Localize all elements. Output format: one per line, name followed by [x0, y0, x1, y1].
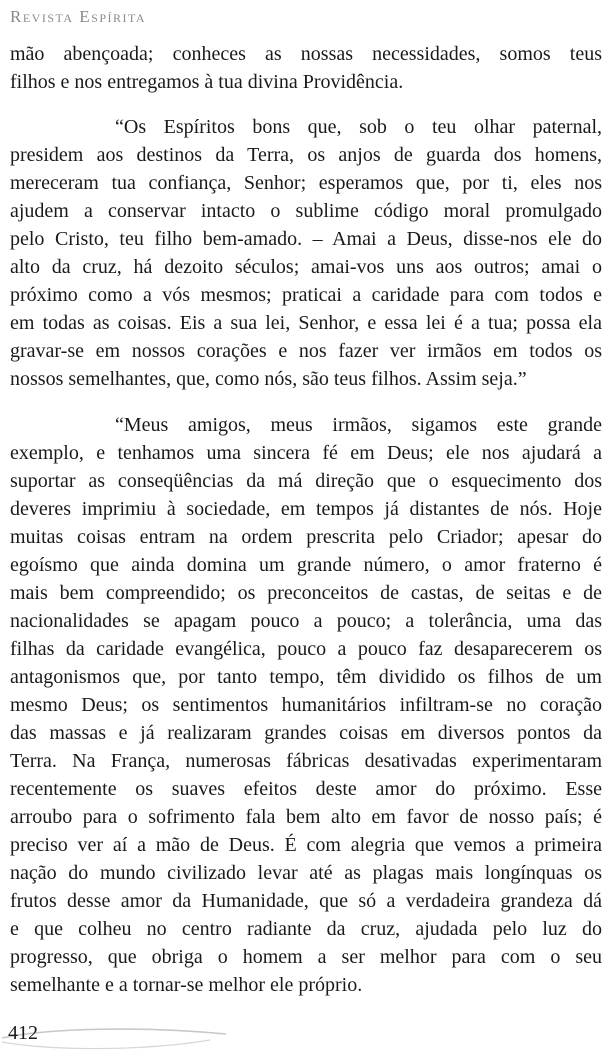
text-line: e que colheu no centro radiante da cruz, ajudada pelo luz do [10, 918, 602, 940]
running-head: Revista Espírita [10, 7, 147, 26]
text-line: egoísmo que ainda domina um grande número, o amor fraterno é [10, 554, 602, 576]
text-line: em todas as coisas. Eis a sua lei, Senhor, e essa lei é a tua; possa ela [10, 312, 602, 334]
text-line: “Os Espíritos bons que, sob o teu olhar paternal, [115, 116, 602, 138]
text-line: nacionalidades se apagam pouco a pouco; a tolerância, uma das [10, 610, 602, 632]
paragraph-2 [10, 113, 602, 393]
text-line: filhos e nos entregamos à tua divina Providência. [10, 71, 404, 93]
text-line: mesmo Deus; os sentimentos humanitários infiltram-se no coração [10, 694, 602, 716]
text-line: filhas da caridade evangélica, pouco a pouco faz desaparecerem os [10, 638, 602, 660]
text-line: nação do mundo civilizado levar até as plagas mais longínquas os [10, 862, 602, 884]
text-line: deveres imprimiu à sociedade, em tempos já distantes de nós. Hoje [10, 498, 602, 520]
text-line: Terra. Na França, numerosas fábricas desativadas experimentaram [10, 750, 602, 772]
text-line: mereceram tua confiança, Senhor; esperamos que, por ti, eles nos [10, 172, 602, 194]
paragraph-3 [10, 411, 602, 999]
text-line: recentemente os suaves efeitos deste amor do próximo. Esse [10, 778, 602, 800]
text-line: próximo como a vós mesmos; praticai a caridade para com todos e [10, 284, 602, 306]
text-line: pelo Cristo, teu filho bem-amado. – Amai a Deus, disse-nos ele do [10, 228, 602, 250]
text-line: presidem aos destinos da Terra, os anjos de guarda dos homens, [10, 144, 602, 166]
text-line: exemplo, e tenhamos uma sincera fé em Deus; ele nos ajudará a [10, 442, 602, 464]
text-line: nossos semelhantes, que, como nós, são teus filhos. Assim seja.” [10, 368, 527, 390]
text-line: alto da cruz, há dezoito séculos; amai-vos uns aos outros; amai o [10, 256, 602, 278]
text-line: suportar as conseqüências da má direção que o esquecimento dos [10, 470, 602, 492]
text-line: frutos desse amor da Humanidade, que só a verdadeira grandeza dá [10, 890, 602, 912]
text-line: antagonismos que, por tanto tempo, têm dividido os filhos de um [10, 666, 602, 688]
text-line: “Meus amigos, meus irmãos, sigamos este grande [115, 414, 602, 436]
text-line: progresso, que obriga o homem a ser melhor para com o seu [10, 946, 602, 968]
paragraph-1 [10, 40, 602, 96]
text-line: semelhante e a tornar-se melhor ele próprio. [10, 974, 363, 996]
text-line: mais bem compreendido; os preconceitos de castas, de seitas e de [10, 582, 602, 604]
text-line: mão abençoada; conheces as nossas necessidades, somos teus [10, 43, 602, 65]
text-line: muitas coisas entram na ordem prescrita pelo Criador; apesar do [10, 526, 602, 548]
body-text [10, 40, 602, 999]
text-line: das massas e já realizaram grandes coisas em diversos pontos da [10, 722, 602, 744]
text-line: ajudem a conservar intacto o sublime código moral promulgado [10, 200, 602, 222]
text-line: gravar-se em nossos corações e nos fazer ver irmãos em todos os [10, 340, 602, 362]
text-line: preciso ver aí a mão de Deus. É com alegria que vemos a primeira [10, 834, 602, 856]
page-number: 412 [8, 1022, 38, 1044]
text-line: arroubo para o sofrimento fala bem alto em favor de nosso país; é [10, 806, 602, 828]
